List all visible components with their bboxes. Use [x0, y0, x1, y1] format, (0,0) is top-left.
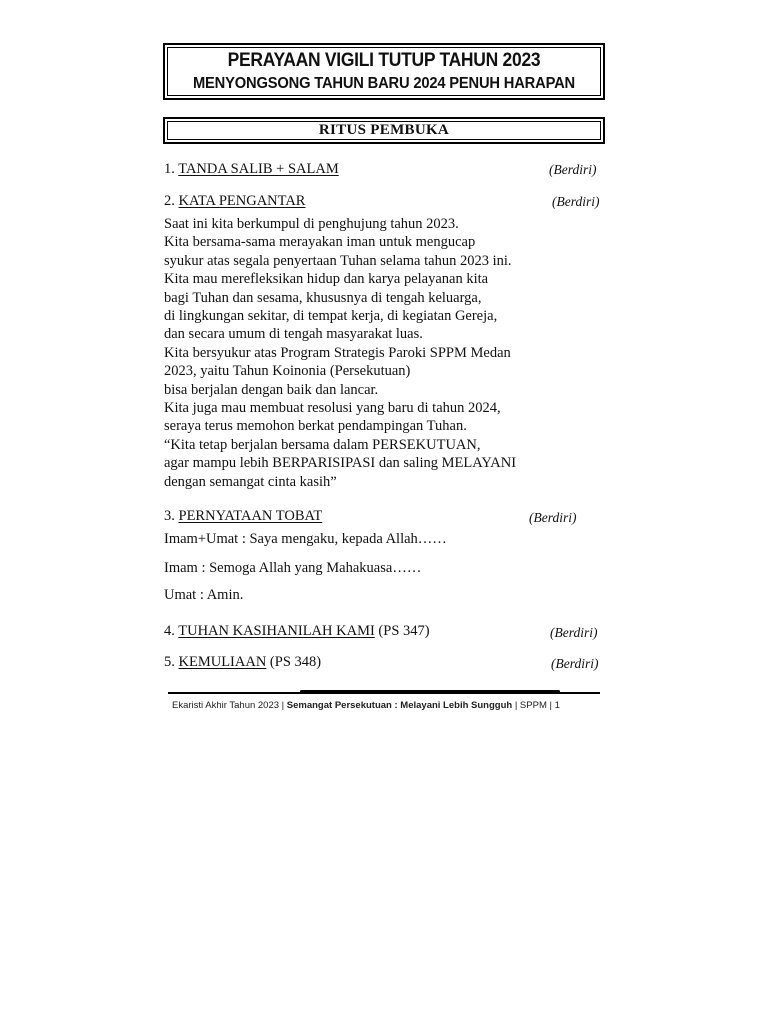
paragraph-line: di lingkungan sekitar, di tempat kerja, di kegiatan Gereja,: [164, 308, 498, 325]
item-heading: [164, 193, 305, 210]
item-number: 3.: [164, 508, 175, 524]
posture-note: (Berdiri): [549, 162, 597, 177]
paragraph-line: dengan semangat cinta kasih”: [164, 473, 337, 490]
paragraph-line: bagi Tuhan dan sesama, khususnya di tengah keluarga,: [164, 289, 482, 306]
intro-paragraph: [164, 215, 604, 491]
document-title: PERAYAAN VIGILI TUTUP TAHUN 2023: [227, 50, 541, 71]
paragraph-line: Saat ini kita berkumpul di penghujung tahun 2023.: [164, 216, 459, 232]
document-subtitle: MENYONGSONG TAHUN BARU 2024 PENUH HARAPAN: [192, 75, 576, 92]
page-footer: [172, 700, 602, 711]
paragraph-line: Kita juga mau membuat resolusi yang baru di tahun 2024,: [164, 400, 501, 417]
footer-left: Ekaristi Akhir Tahun 2023 |: [172, 700, 287, 711]
footer-rule-accent: [300, 690, 560, 693]
paragraph-line: Kita bersama-sama merayakan iman untuk mengucap: [164, 234, 476, 251]
paragraph-line: bisa berjalan dengan baik dan lancar.: [164, 381, 379, 398]
paragraph-line: seraya terus memohon berkat pendampingan Tuhan.: [164, 418, 467, 435]
tobat-line: Umat : Amin.: [164, 587, 244, 603]
item-suffix: (PS 347): [374, 623, 430, 639]
item-label: TUHAN KASIHANILAH KAMI: [178, 623, 375, 639]
item-number: 5.: [164, 654, 175, 670]
item-heading: [164, 654, 321, 671]
paragraph-line: “Kita tetap berjalan bersama dalam PERSEKUTUAN,: [164, 436, 481, 453]
tobat-line: Imam : Semoga Allah yang Mahakuasa……: [164, 560, 422, 576]
tobat-line: Imam+Umat : Saya mengaku, kepada Allah……: [164, 531, 447, 547]
item-number: 1.: [164, 161, 175, 177]
footer-right: | SPPM | 1: [512, 700, 560, 711]
posture-note: (Berdiri): [550, 625, 598, 640]
paragraph-line: Kita mau merefleksikan hidup dan karya pelayanan kita: [164, 271, 489, 288]
title-box: [163, 43, 605, 100]
posture-note: (Berdiri): [552, 194, 600, 209]
posture-note: (Berdiri): [529, 510, 577, 525]
item-heading: [164, 623, 430, 640]
section-box: [163, 117, 605, 144]
posture-note: (Berdiri): [551, 656, 599, 671]
paragraph-line: syukur atas segala penyertaan Tuhan selama tahun 2023 ini.: [164, 252, 512, 269]
item-label: TANDA SALIB + SALAM: [178, 161, 339, 177]
paragraph-line: dan secara umum di tengah masyarakat luas.: [164, 326, 423, 343]
section-title: RITUS PEMBUKA: [318, 122, 450, 138]
paragraph-line: agar mampu lebih BERPARISIPASI dan saling MELAYANI: [164, 455, 517, 472]
item-heading: [164, 161, 339, 178]
item-label: PERNYATAAN TOBAT: [178, 508, 323, 524]
paragraph-line: 2023, yaitu Tahun Koinonia (Persekutuan): [164, 363, 411, 380]
item-number: 2.: [164, 193, 175, 209]
paragraph-line: Kita bersyukur atas Program Strategis Paroki SPPM Medan: [164, 344, 511, 361]
item-suffix: (PS 348): [266, 654, 322, 670]
item-label: KEMULIAAN: [178, 654, 267, 670]
footer-theme: Semangat Persekutuan : Melayani Lebih Sungguh: [286, 700, 513, 711]
item-number: 4.: [164, 623, 175, 639]
item-heading: [164, 508, 322, 525]
item-label: KATA PENGANTAR: [178, 193, 306, 209]
